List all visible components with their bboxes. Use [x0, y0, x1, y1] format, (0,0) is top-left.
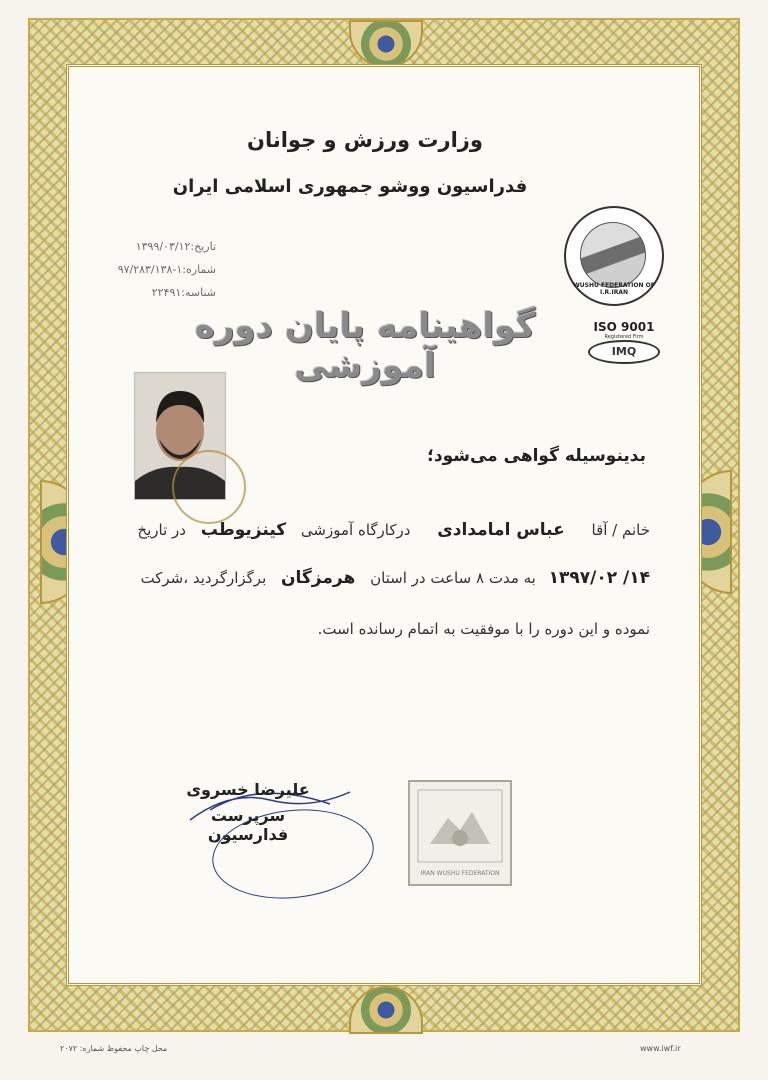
issue-date: تاریخ:۱۳۹۹/۰۳/۱۲	[135, 240, 216, 253]
iso-sublabel: Registered Firm	[604, 334, 644, 340]
seal-emblem-icon	[410, 782, 510, 868]
course-date: ۱۴/ ۱۳۹۷/۰۲	[548, 568, 650, 588]
ministry-heading: وزارت ورزش و جوانان	[247, 128, 483, 152]
certificate-title: گواهینامه پایان دوره آموزشی	[194, 306, 536, 386]
logo-ring-text: WUSHU FEDERATION OF I.R.IRAN	[573, 282, 655, 296]
federation-logo	[564, 206, 664, 306]
certificate-id: شناسه:۲۲۴۹۱	[151, 286, 216, 299]
iso-label: ISO 9001	[593, 320, 655, 334]
course-hours: ۸	[475, 569, 485, 587]
workshop-prefix: درکارگاه آموزشی	[300, 521, 411, 539]
footer-website: www.iwf.ir	[640, 1044, 681, 1053]
signatory-name: علیرضا خسروی	[186, 780, 310, 799]
hereby-statement: بدینوسیله گواهی می‌شود؛	[427, 446, 646, 466]
federation-seal-stamp	[408, 780, 512, 886]
certificate-line-1	[137, 520, 650, 540]
province-name: هرمزگان	[281, 568, 356, 588]
duration-prefix: به مدت	[488, 569, 536, 587]
certificate-line-2	[141, 568, 651, 588]
holder-name: عباس امامدادی	[437, 520, 565, 540]
signatory-role: سرپرست فدارسیون	[207, 806, 289, 844]
reference-number: شماره:۱-۹۷/۲۸۳/۱۳۸	[117, 263, 216, 276]
hours-suffix: ساعت در استان	[370, 569, 472, 587]
salutation-text: خانم / آقا	[591, 521, 650, 539]
iqm-badge: IMQ	[588, 340, 660, 364]
photo-stamp	[172, 450, 246, 524]
mountain-emblem-icon	[580, 222, 646, 288]
footer-print-note: محل چاپ محفوظ شماره: ۲۰۷۲	[60, 1044, 168, 1053]
held-suffix: برگزارگردید ،شرکت	[140, 569, 267, 587]
workshop-name: کینزیوطب	[200, 520, 287, 540]
seal-text: IRAN WUSHU FEDERATION	[420, 870, 500, 877]
certificate-line-3: نموده و این دوره را با موفقیت به اتمام رسانده است.	[317, 620, 650, 638]
federation-heading: فدراسیون ووشو جمهوری اسلامی ایران	[172, 176, 528, 197]
date-prefix: در تاریخ	[137, 521, 186, 539]
